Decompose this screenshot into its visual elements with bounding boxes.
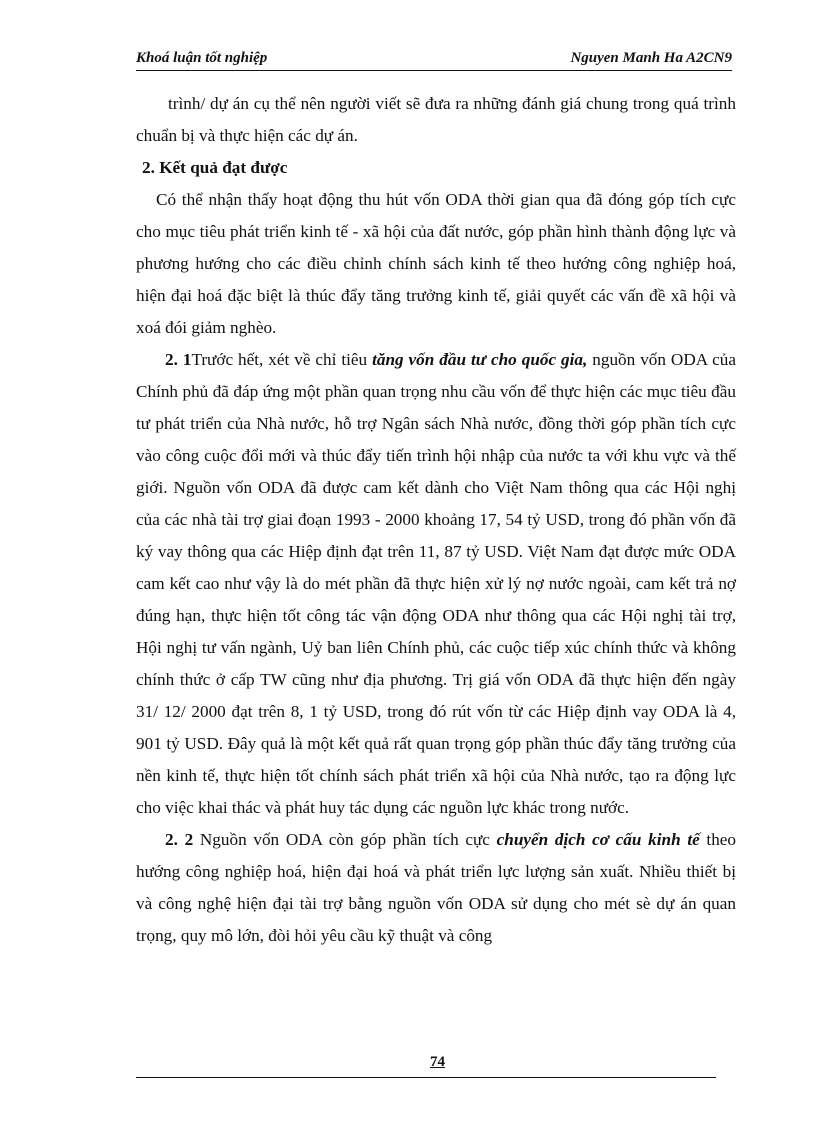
item-number: 2. 2 [165, 830, 194, 849]
header-thesis-title: Khoá luận tốt nghiệp [136, 50, 268, 66]
paragraph-lead: Trước hết, xét về chỉ tiêu [191, 350, 373, 369]
paragraph-2-2 [136, 824, 736, 952]
paragraph-lead: Nguồn vốn ODA còn góp phần tích cực [193, 830, 497, 849]
paragraph-results-intro: Có thể nhận thấy hoạt động thu hút vốn ODA thời gian qua đã đóng góp tích cực cho mục tiêu phát triển kinh tế - xã hội của đất nước, góp phần hình thành động lực và phương hướng cho các điều chỉnh chính sách kinh tế theo hướng công nghiệp hoá, hiện đại hoá đặc biệt là thúc đẩy tăng trưởng kinh tế, giải quyết các vấn đề xã hội và xoá đói giảm nghèo. [136, 190, 736, 337]
paragraph-rest: nguồn vốn ODA của Chính phủ đã đáp ứng một phần quan trọng nhu cầu vốn để thực hiện các mục tiêu đầu tư phát triển của Nhà nước, hỗ trợ Ngân sách Nhà nước, đồng thời góp phần tích cực vào công cuộc đổi mới và thúc đẩy tiến trình hội nhập của nước ta với khu vực và thế giới. Nguồn vốn ODA đã được cam kết dành cho Việt Nam thông qua các Hội nghị của các nhà tài trợ giai đoạn 1993 - 2000 khoảng 17, 54 tỷ USD, trong đó phần vốn đã ký vay thông qua các Hiệp định đạt trên 11, 87 tỷ USD. Việt Nam đạt được mức ODA cam kết cao như vậy là do mét phần đã thực hiện xử lý nợ nước ngoài, cam kết trả nợ đúng hạn, thực hiện tốt công tác vận động ODA như thông qua các Hội nghị tài trợ, Hội nghị tư vấn ngành, Uỷ ban liên Chính phủ, các cuộc tiếp xúc chính thức và không chính thức ở cấp TW cũng như địa phương. Trị giá vốn ODA đã thực hiện đến ngày 31/ 12/ 2000 đạt trên 8, 1 tỷ USD, trong đó rút vốn từ các Hiệp định vay ODA là 4, 901 tỷ USD. Đây quả là một kết quả rất quan trọng góp phần thúc đẩy tăng trưởng của nền kinh tế, thực hiện tốt chính sách phát triển xã hội của Nhà nước, tạo ra động lực cho việc khai thác và phát huy tác dụng các nguồn lực khác trong nước. [136, 350, 737, 817]
footer-rule [136, 1077, 716, 1078]
page-body [136, 88, 736, 952]
item-number: 2. 1 [165, 350, 192, 369]
header-author: Nguyen Manh Ha A2CN9 [570, 50, 732, 66]
paragraph-2-1 [136, 344, 736, 824]
emphasis-text: chuyển dịch cơ cấu kinh tế [496, 830, 700, 849]
page-number: 74 [430, 1054, 445, 1070]
section-heading: 2. Kết quả đạt được [142, 158, 288, 177]
paragraph-rest: theo hướng công nghiệp hoá, hiện đại hoá và phát triển lực lượng sản xuất. Nhiều thiết bị và công nghệ hiện đại tài trợ bằng nguồn vốn ODA sử dụng cho mét sè dự án quan trọng, quy mô lớn, đòi hỏi yêu cầu kỹ thuật và công [136, 830, 737, 945]
paragraph-continuation: trình/ dự án cụ thể nên người viết sẽ đưa ra những đánh giá chung trong quá trình chuẩn bị và thực hiện các dự án. [136, 94, 736, 145]
emphasis-text: tăng vốn đầu tư cho quốc gia, [372, 350, 588, 369]
page-header [136, 50, 732, 71]
